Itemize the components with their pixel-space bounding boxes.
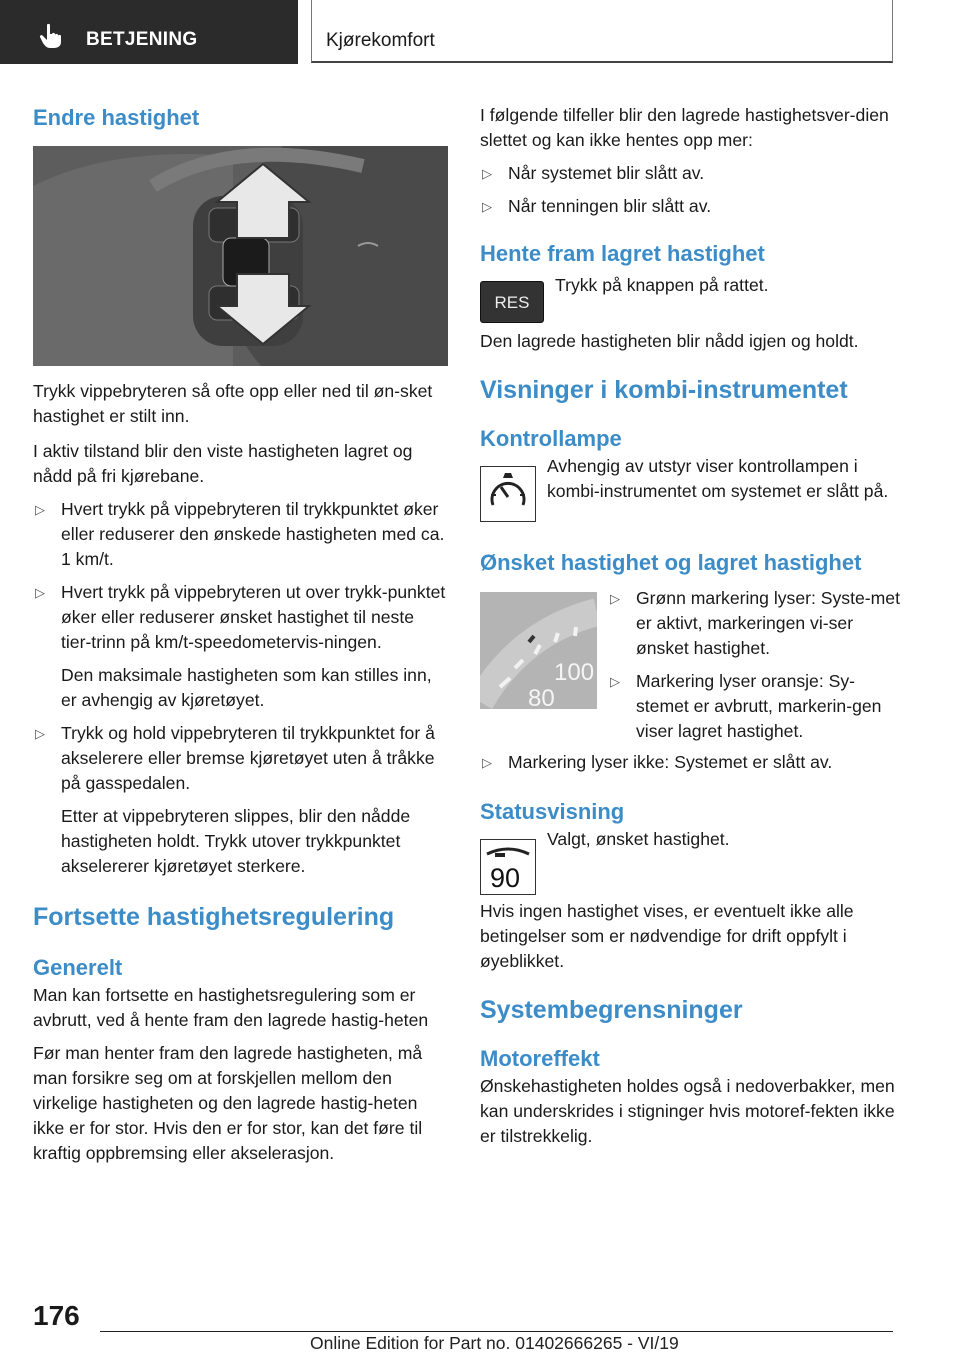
list-item: ▷ Når systemet blir slått av. bbox=[480, 161, 900, 186]
list-note: Den maksimale hastigheten som kan stilles inn, er avhengig av kjøretøyet. bbox=[61, 665, 432, 710]
left-column bbox=[33, 103, 449, 1166]
heading-kontrollampe: Kontrollampe bbox=[480, 426, 622, 451]
heading-systembegrensninger: Systembegrensninger bbox=[480, 996, 743, 1024]
steering-wheel-illustration bbox=[33, 146, 448, 366]
paragraph: I aktiv tilstand blir den viste hastigheten lagret og nådd på fri kjørebane. bbox=[33, 441, 413, 486]
list-item: ▷ Når tenningen blir slått av. bbox=[480, 194, 900, 219]
heading-onsket: Ønsket hastighet og lagret hastighet bbox=[480, 550, 862, 575]
right-column bbox=[480, 103, 900, 1149]
triangle-bullet-icon: ▷ bbox=[610, 674, 620, 689]
status-text: Valgt, ønsket hastighet. bbox=[547, 829, 730, 849]
res-button-icon: RES bbox=[480, 281, 544, 323]
kontroll-row bbox=[480, 456, 900, 538]
deletion-list bbox=[480, 161, 900, 219]
speedometer-image bbox=[480, 592, 597, 709]
header-section-tab bbox=[0, 0, 298, 64]
adjust-list bbox=[33, 497, 449, 879]
triangle-bullet-icon: ▷ bbox=[35, 726, 45, 741]
cruise-control-indicator-icon bbox=[480, 466, 536, 522]
res-row bbox=[480, 275, 900, 329]
heading-motoreffekt: Motoreffekt bbox=[480, 1046, 600, 1071]
list-item: ▷ Hvert trykk på vippebryteren ut over trykk‐punktet øker eller reduserer ønsket hastighet til neste tier-trinn på km/t-speedometervis‐ningen. Den maksimale hastigheten som kan stilles inn, er avhengig av kjøretøyet. bbox=[33, 580, 449, 713]
heading-visninger: Visninger i kombi-instrumentet bbox=[480, 376, 848, 404]
heading-hente: Hente fram lagret hastighet bbox=[480, 241, 765, 266]
triangle-bullet-icon: ▷ bbox=[35, 585, 45, 600]
list-item: ▷ Markering lyser ikke: Systemet er slått av. bbox=[480, 750, 900, 775]
res-text: Trykk på knappen på rattet. bbox=[555, 275, 769, 295]
paragraph: Trykk vippebryteren så ofte opp eller ned til øn‐sket hastighet er stilt inn. bbox=[33, 381, 433, 426]
header-chapter bbox=[311, 0, 893, 63]
steering-wheel-rocker-image bbox=[33, 146, 448, 366]
heading-statusvisning: Statusvisning bbox=[480, 799, 625, 824]
paragraph: Man kan fortsette en hastighetsregulering som er avbrutt, ved å hente fram den lagrede hastig‐heten bbox=[33, 985, 429, 1030]
page-number: 176 bbox=[33, 1300, 80, 1331]
list-note: Etter at vippebryteren slippes, blir den nådde hastigheten holdt. Trykk utover trykkpunktet akselererer kjøretøyet sterkere. bbox=[61, 806, 411, 876]
section-title: BETJENING bbox=[86, 29, 198, 50]
triangle-bullet-icon: ▷ bbox=[482, 755, 492, 770]
svg-text:100: 100 bbox=[554, 659, 595, 686]
heading-fortsette: Fortsette hastighetsregulering bbox=[33, 903, 395, 931]
heading-generelt: Generelt bbox=[33, 955, 123, 980]
kontroll-text: Avhengig av utstyr viser kontrollampen i kombi-instrumentet om systemet er slått på. bbox=[547, 456, 889, 501]
marker-list bbox=[608, 586, 900, 744]
list-item: ▷ Grønn markering lyser: Syste‐met er aktivt, markeringen vi‐ser ønsket hastighet. bbox=[610, 588, 900, 658]
list-item: ▷ Trykk og hold vippebryteren til trykkpunktet for å akselerere eller bremse kjøretøyet uten å tråkke på gasspedalen. Etter at vippebryteren slippes, blir den nådde hastigheten holdt. Trykk utover trykkpunktet akselererer kjøretøyet sterkere. bbox=[33, 721, 449, 879]
svg-text:80: 80 bbox=[528, 685, 555, 709]
footer-rule bbox=[100, 1331, 893, 1332]
svg-text:90: 90 bbox=[490, 863, 521, 893]
list-item: ▷ Markering lyser oransje: Sy‐stemet er avbrutt, markerin‐gen viser lagret hastighet. bbox=[610, 671, 882, 741]
paragraph: Hvis ingen hastighet vises, er eventuelt ikke alle betingelser som er nødvendige for drift oppfylt i øyeblikket. bbox=[480, 901, 854, 971]
edition-line: Online Edition for Part no. 01402666265 - VI/19 bbox=[310, 1333, 679, 1353]
paragraph: Den lagrede hastigheten blir nådd igjen og holdt. bbox=[480, 331, 859, 351]
gauge-row bbox=[480, 588, 900, 752]
heading-endre-hastighet: Endre hastighet bbox=[33, 105, 200, 130]
paragraph: I følgende tilfeller blir den lagrede hastighetsver‐dien slettet og kan ikke hentes opp mer: bbox=[480, 105, 889, 150]
paragraph: Før man henter fram den lagrede hastigheten, må man forsikre seg om at forskjellen mellom den virkelige hastigheten og den lagrede hastig‐heten ikke er for stor. Hvis den er for stor, kan det føre til kraftig oppbremsing eller akselerasjon. bbox=[33, 1043, 423, 1163]
hand-pointer-icon bbox=[38, 22, 66, 50]
triangle-bullet-icon: ▷ bbox=[35, 502, 45, 517]
paragraph: Ønskehastigheten holdes også i nedoverbakker, men kan underskrides i stigninger hvis motoref‐fekten ikke er tilstrekkelig. bbox=[480, 1076, 895, 1146]
chapter-title: Kjørekomfort bbox=[326, 30, 435, 51]
triangle-bullet-icon: ▷ bbox=[482, 199, 492, 214]
marker-off-list bbox=[480, 750, 900, 775]
list-item: ▷ Hvert trykk på vippebryteren til trykkpunktet øker eller reduserer den ønskede hastigheten med ca. 1 km/t. bbox=[35, 499, 445, 569]
triangle-bullet-icon: ▷ bbox=[610, 591, 620, 606]
status-speed-icon bbox=[480, 839, 536, 895]
status-row bbox=[480, 829, 900, 897]
triangle-bullet-icon: ▷ bbox=[482, 166, 492, 181]
